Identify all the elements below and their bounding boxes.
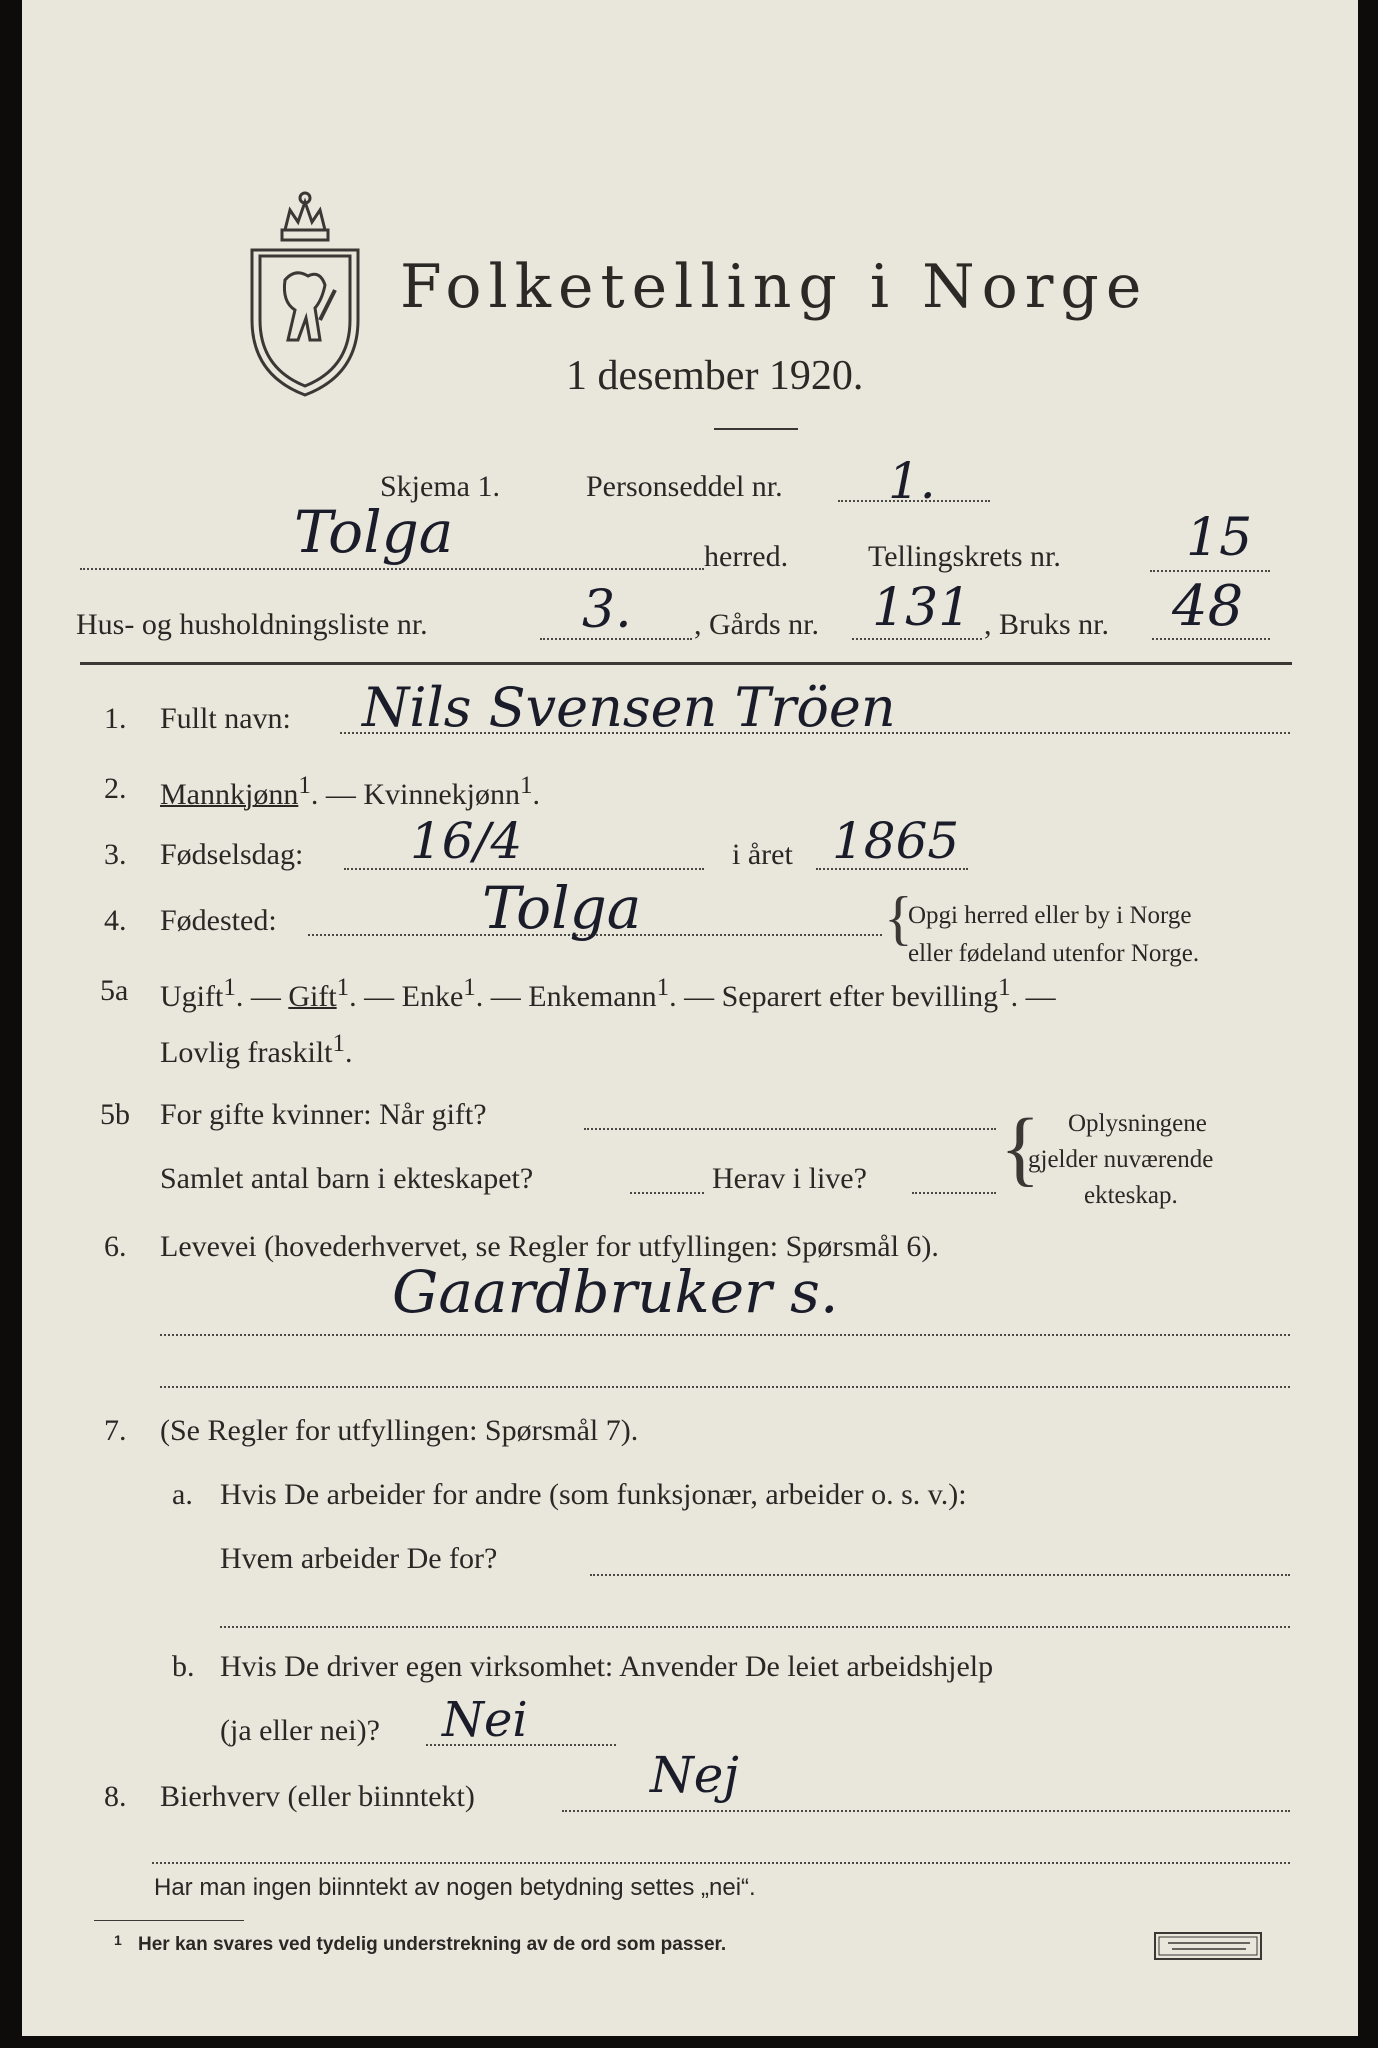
- q8-number: 8.: [104, 1780, 127, 1813]
- herred-line: [80, 568, 704, 570]
- tellingskrets-line: [1150, 570, 1270, 572]
- bruks-value[interactable]: 48: [1172, 574, 1244, 639]
- option-ugift[interactable]: Ugift: [160, 980, 224, 1013]
- q1-label: Fullt navn:: [160, 702, 291, 735]
- q4-note-line-1: Opgi herred eller by i Norge: [908, 902, 1192, 929]
- footnote-text: Her kan svares ved tydelig understrekning av de ord som passer.: [138, 1934, 727, 1955]
- q4-brace: {: [884, 885, 913, 951]
- occupation-value[interactable]: Gaardbruker s.: [392, 1258, 839, 1326]
- q5a-number: 5a: [100, 974, 129, 1007]
- q7a-line-2: [220, 1626, 1290, 1628]
- q5a-sup-2: 1: [336, 974, 350, 1001]
- option-mannkjonn[interactable]: Mannkjønn: [160, 778, 299, 811]
- q5b-number: 5b: [100, 1098, 130, 1131]
- q7b-letter: b.: [172, 1650, 195, 1683]
- q1-number: 1.: [104, 702, 127, 735]
- bruks-label: , Bruks nr.: [984, 608, 1110, 641]
- q3-date-line: [344, 868, 704, 870]
- q7-number: 7.: [104, 1414, 127, 1447]
- title-divider: [714, 428, 798, 430]
- herred-label: herred.: [704, 540, 789, 573]
- q2-number: 2.: [104, 772, 127, 805]
- q5a-sup-5: 1: [998, 974, 1011, 1001]
- footnote-mark: 1: [114, 1932, 122, 1948]
- q6-label: Levevei (hovederhvervet, se Regler for utfyllingen: Spørsmål 6).: [160, 1230, 939, 1263]
- q6-line-1: [160, 1334, 1290, 1336]
- q5b-line-3: [912, 1192, 996, 1194]
- q4-number: 4.: [104, 904, 127, 937]
- q5a-dash-4: . —: [669, 980, 715, 1013]
- option-enkemann[interactable]: Enkemann: [528, 980, 657, 1013]
- q3-label: Fødselsdag:: [160, 838, 304, 871]
- schema-label: Skjema 1.: [380, 470, 500, 503]
- norwegian-coat-of-arms-icon: [240, 190, 370, 400]
- option-gift[interactable]: Gift: [288, 980, 337, 1013]
- q3-number: 3.: [104, 838, 127, 871]
- q5b-note-line-2: gjelder nuværende: [1028, 1146, 1214, 1173]
- herred-value[interactable]: Tolga: [294, 498, 454, 566]
- q7b-value[interactable]: Nei: [442, 1692, 528, 1748]
- q7b-sub-label: (ja eller nei)?: [220, 1714, 380, 1747]
- tellingskrets-label: Tellingskrets nr.: [868, 540, 1061, 573]
- husholdning-value[interactable]: 3.: [582, 580, 632, 640]
- personseddel-value[interactable]: 1.: [888, 452, 936, 510]
- q5b-note-line-3: ekteskap.: [1084, 1182, 1178, 1209]
- q3-year-label: i året: [732, 838, 793, 871]
- birthplace-value[interactable]: Tolga: [482, 874, 642, 942]
- q5a-end: .: [344, 1036, 353, 1069]
- q2-end: .: [532, 778, 540, 811]
- q8-line-2: [152, 1862, 1290, 1864]
- q5b-brace: {: [1000, 1102, 1041, 1195]
- q5b-line-2: [630, 1192, 704, 1194]
- footer-note: Har man ingen biinntekt av nogen betydning settes „nei“.: [154, 1874, 756, 1901]
- full-name-value[interactable]: Nils Svensen Tröen: [362, 676, 896, 739]
- q4-note-line-2: eller fødeland utenfor Norge.: [908, 940, 1200, 967]
- q7a-sub-label: Hvem arbeider De for?: [220, 1542, 498, 1575]
- q2-options: [160, 772, 540, 812]
- birthday-value[interactable]: 16/4: [410, 812, 523, 870]
- option-kvinnekjonn[interactable]: Kvinnekjønn: [363, 778, 520, 811]
- q5a-options-line-2: [160, 1030, 352, 1070]
- q5a-sup-3: 1: [463, 974, 476, 1001]
- footnote-divider: [94, 1920, 244, 1921]
- option-enke[interactable]: Enke: [401, 980, 464, 1013]
- q2-sup-1: 1: [298, 772, 311, 799]
- q5a-options: [160, 974, 1056, 1014]
- q7a-line-1: [590, 1574, 1290, 1576]
- census-form-page: [22, 0, 1358, 2036]
- q5b-note-line-1: Oplysningene: [1068, 1110, 1207, 1137]
- gards-label: , Gårds nr.: [694, 608, 819, 641]
- form-title: Folketelling i Norge: [400, 252, 1149, 322]
- q2-sup-2: 1: [519, 772, 533, 799]
- q7-label: (Se Regler for utfyllingen: Spørsmål 7).: [160, 1414, 639, 1447]
- q5b-label-3: Herav i live?: [712, 1162, 867, 1195]
- q7a-letter: a.: [172, 1478, 193, 1511]
- q5a-dash-1: . —: [235, 980, 281, 1013]
- q5a-sup-4: 1: [656, 974, 670, 1001]
- q8-value[interactable]: Nej: [650, 1746, 739, 1804]
- q7a-text: Hvis De arbeider for andre (som funksjonær, arbeider o. s. v.):: [220, 1478, 967, 1511]
- q8-label: Bierhverv (eller biinntekt): [160, 1780, 475, 1813]
- q5b-label-1: For gifte kvinner: Når gift?: [160, 1098, 487, 1131]
- birth-year-value[interactable]: 1865: [832, 812, 960, 870]
- header-divider: [80, 662, 1292, 665]
- q5a-dash-3: . —: [475, 980, 521, 1013]
- q5a-dash-2: . —: [349, 980, 395, 1013]
- q6-line-2: [160, 1386, 1290, 1388]
- q4-label: Fødested:: [160, 904, 277, 937]
- gards-line: [852, 638, 982, 640]
- q8-line-1: [562, 1810, 1290, 1812]
- option-lovlig-fraskilt[interactable]: Lovlig fraskilt: [160, 1036, 333, 1069]
- q5b-line-1: [584, 1128, 996, 1130]
- q5b-label-2: Samlet antal barn i ekteskapet?: [160, 1162, 534, 1195]
- printer-stamp-icon: [1154, 1930, 1264, 1962]
- option-separert[interactable]: Separert efter bevilling: [721, 980, 999, 1013]
- husholdning-label: Hus- og husholdningsliste nr.: [76, 608, 428, 641]
- q5a-sup-1: 1: [223, 974, 236, 1001]
- q5a-dash-5: . —: [1010, 980, 1056, 1013]
- tellingskrets-value[interactable]: 15: [1186, 508, 1253, 568]
- census-date: 1 desember 1920.: [566, 353, 864, 399]
- personseddel-label: Personseddel nr.: [586, 470, 783, 503]
- q2-separator: . —: [310, 778, 364, 811]
- q7b-text: Hvis De driver egen virksomhet: Anvender De leiet arbeidshjelp: [220, 1650, 994, 1683]
- q5a-sup-6: 1: [332, 1030, 345, 1057]
- gards-value[interactable]: 131: [872, 578, 972, 638]
- q6-number: 6.: [104, 1230, 127, 1263]
